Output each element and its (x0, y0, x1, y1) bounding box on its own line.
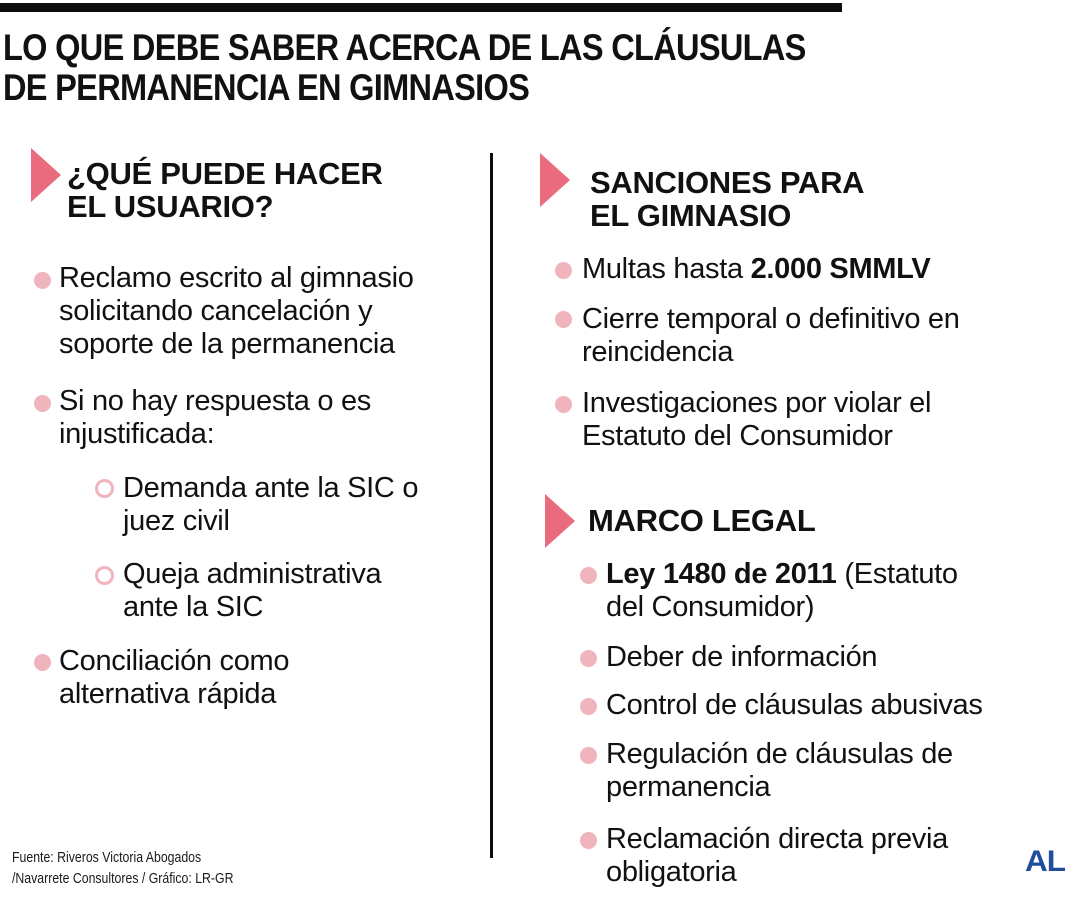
source-line: Fuente: Riveros Victoria Abogados (12, 849, 202, 866)
bullet-ring-icon (95, 479, 114, 498)
bullet-dot-icon (580, 567, 597, 584)
item-text: Cierre temporal o definitivo en (582, 303, 960, 335)
bullet-dot-icon (555, 262, 572, 279)
item-text-bold: Ley 1480 de 2011 (606, 558, 837, 590)
column-divider (490, 153, 493, 858)
item-text: Regulación de cláusulas de (606, 738, 953, 770)
triangle-marker-icon (540, 153, 570, 207)
item-text-bold: 2.000 SMMLV (750, 253, 931, 285)
item-text: Conciliación como (59, 645, 290, 677)
heading-line: EL USUARIO? (67, 189, 274, 224)
top-rule (0, 3, 842, 12)
title-line-1: LO QUE DEBE SABER ACERCA DE LAS CLÁUSULAS (3, 27, 806, 68)
section-heading-sanciones (590, 166, 864, 232)
item-text: juez civil (123, 505, 230, 537)
item-text: reincidencia (582, 336, 734, 368)
bullet-dot-icon (580, 650, 597, 667)
triangle-marker-icon (545, 494, 575, 548)
source-line: /Navarrete Consultores / Gráfico: LR-GR (12, 870, 234, 887)
item-text: ante la SIC (123, 591, 264, 623)
triangle-marker-icon (31, 148, 61, 202)
heading-line: EL GIMNASIO (590, 198, 792, 233)
item-text: Reclamación directa previa (606, 823, 948, 855)
item-text: soporte de la permanencia (59, 328, 395, 360)
item-text: permanencia (606, 771, 771, 803)
item-text: obligatoria (606, 856, 737, 888)
item-text: alternativa rápida (59, 678, 277, 710)
section-heading-usuario (67, 157, 383, 223)
source-credit (12, 847, 233, 889)
item-text: (Estatuto (836, 558, 958, 590)
bullet-dot-icon (580, 747, 597, 764)
item-text: Reclamo escrito al gimnasio (59, 262, 414, 294)
al-logo: AL (1025, 845, 1065, 878)
item-text: Multas hasta (582, 253, 751, 285)
item-text: Queja administrativa (123, 558, 382, 590)
page-title (3, 28, 806, 108)
heading-line: ¿QUÉ PUEDE HACER (67, 156, 383, 191)
item-text: Control de cláusulas abusivas (606, 689, 983, 721)
item-text: del Consumidor) (606, 591, 815, 623)
item-text: Si no hay respuesta o es (59, 385, 371, 417)
item-text: Demanda ante la SIC o (123, 472, 419, 504)
title-line-2: DE PERMANENCIA EN GIMNASIOS (3, 67, 530, 108)
section-heading-marco-legal: MARCO LEGAL (588, 503, 816, 538)
bullet-dot-icon (580, 832, 597, 849)
heading-line: SANCIONES PARA (590, 165, 865, 200)
item-text: Investigaciones por violar el (582, 387, 932, 419)
bullet-dot-icon (555, 311, 572, 328)
item-text: injustificada: (59, 418, 215, 450)
item-text: Deber de información (606, 641, 878, 673)
bullet-dot-icon (555, 396, 572, 413)
bullet-ring-icon (95, 566, 114, 585)
item-text: solicitando cancelación y (59, 295, 373, 327)
item-text: Estatuto del Consumidor (582, 420, 893, 452)
bullet-dot-icon (34, 395, 51, 412)
bullet-dot-icon (34, 272, 51, 289)
bullet-dot-icon (580, 698, 597, 715)
bullet-dot-icon (34, 654, 51, 671)
